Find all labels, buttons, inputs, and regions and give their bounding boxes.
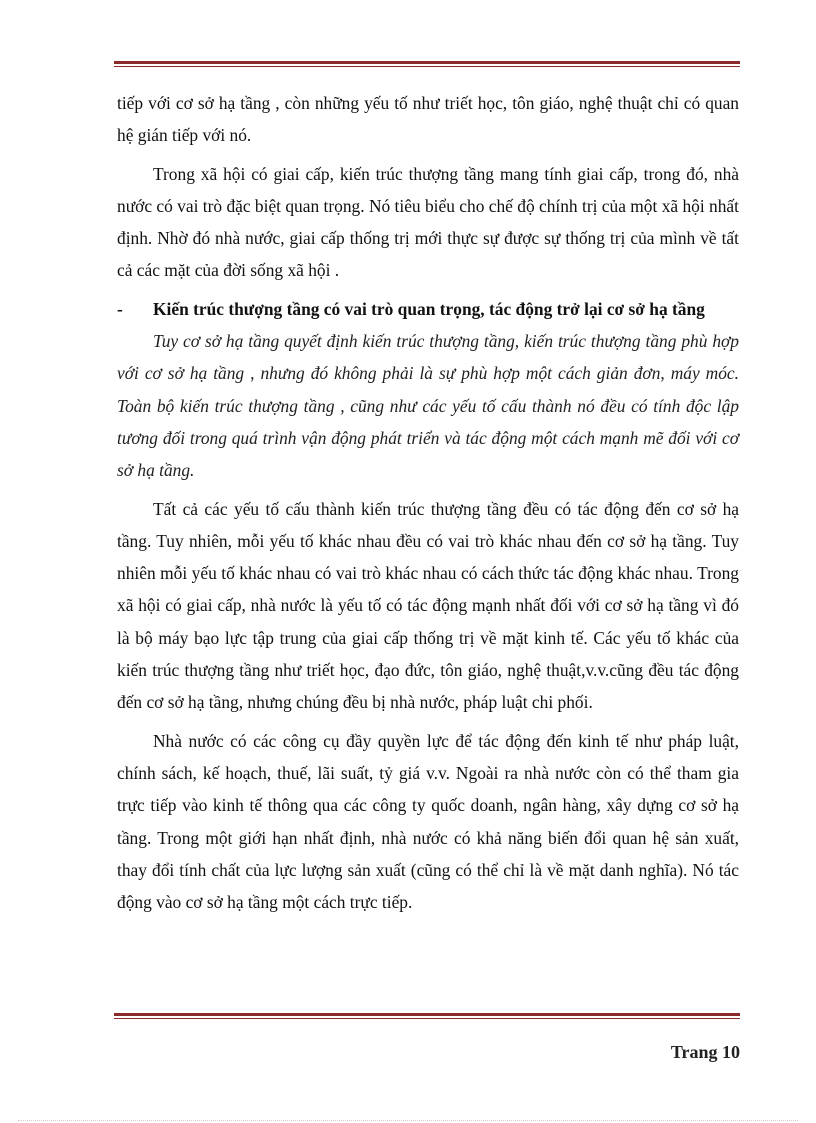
page-number: Trang 10 [670, 1042, 740, 1062]
footer-rule [114, 1013, 740, 1019]
paragraph-state-tools: Nhà nước có các công cụ đầy quyền lực để tác động đến kinh tế như pháp luật, chính sách, kế hoạch, thuế, lãi suất, tỷ giá v.v. Ngoài ra nhà nước còn có thể tham gia trực tiếp vào kinh tế thông qua các công ty quốc doanh, ngân hàng, xây dựng cơ sở hạ tầng. Trong một giới hạn nhất định, nhà nước có khả năng biến đổi quan hệ sản xuất, thay đổi tính chất của lực lượng sản xuất (cũng có thể chỉ là về mặt danh nghĩa). Nó tác động vào cơ sở hạ tầng một cách trực tiếp. [117, 730, 739, 913]
page-edge-divider [18, 1120, 798, 1122]
section-heading [117, 293, 739, 325]
header-rule [114, 61, 740, 67]
paragraph-class-society: Trong xã hội có giai cấp, kiến trúc thượng tầng mang tính giai cấp, trong đó, nhà nước có vai trò đặc biệt quan trọng. Nó tiêu biểu cho chế độ chính trị của một xã hội nhất định. Nhờ đó nhà nước, giai cấp thống trị mới thực sự được sự thống trị của mình về tất cả các mặt của đời sống xã hội . [117, 163, 739, 281]
paragraph-continuation: tiếp với cơ sở hạ tầng , còn những yếu tố như triết học, tôn giáo, nghệ thuật chỉ có quan hệ gián tiếp với nó. [117, 93, 739, 146]
paragraph-italic-intro: Tuy cơ sở hạ tầng quyết định kiến trúc thượng tầng, kiến trúc thượng tầng phù hợp với cơ sở hạ tầng , nhưng đó không phải là sự phù hợp một cách giản đơn, máy móc. Toàn bộ kiến trúc thượng tầng , cũng như các yếu tố cấu thành nó đều có tính độc lập tương đối trong quá trình vận động phát triển và tác động một cách mạnh mẽ đối với cơ sở hạ tầng. [117, 331, 739, 481]
paragraph-elements: Tất cả các yếu tố cấu thành kiến trúc thượng tầng đều có tác động đến cơ sở hạ tầng. Tuy nhiên, mỗi yếu tố khác nhau đều có vai trò khác nhau đến cơ sở hạ tầng. Tuy nhiên mỗi yếu tố khác nhau có vai trò khác nhau có cách thức tác động khác nhau. Trong xã hội có giai cấp, nhà nước là yếu tố có tác động mạnh nhất đối với cơ sở hạ tầng vì đó là bộ máy bạo lực tập trung của giai cấp thống trị về mặt kinh tế. Các yếu tố khác của kiến trúc thượng tầng như triết học, đạo đức, tôn giáo, nghệ thuật,v.v.cũng đều tác động đến cơ sở hạ tầng, nhưng chúng đều bị nhà nước, pháp luật chi phối. [117, 498, 739, 713]
page-body [117, 87, 739, 918]
section-heading-text: Kiến trúc thượng tầng có vai trò quan trọng, tác động trở lại cơ sở hạ tầng [153, 298, 705, 319]
bullet-dash: - [117, 298, 123, 319]
